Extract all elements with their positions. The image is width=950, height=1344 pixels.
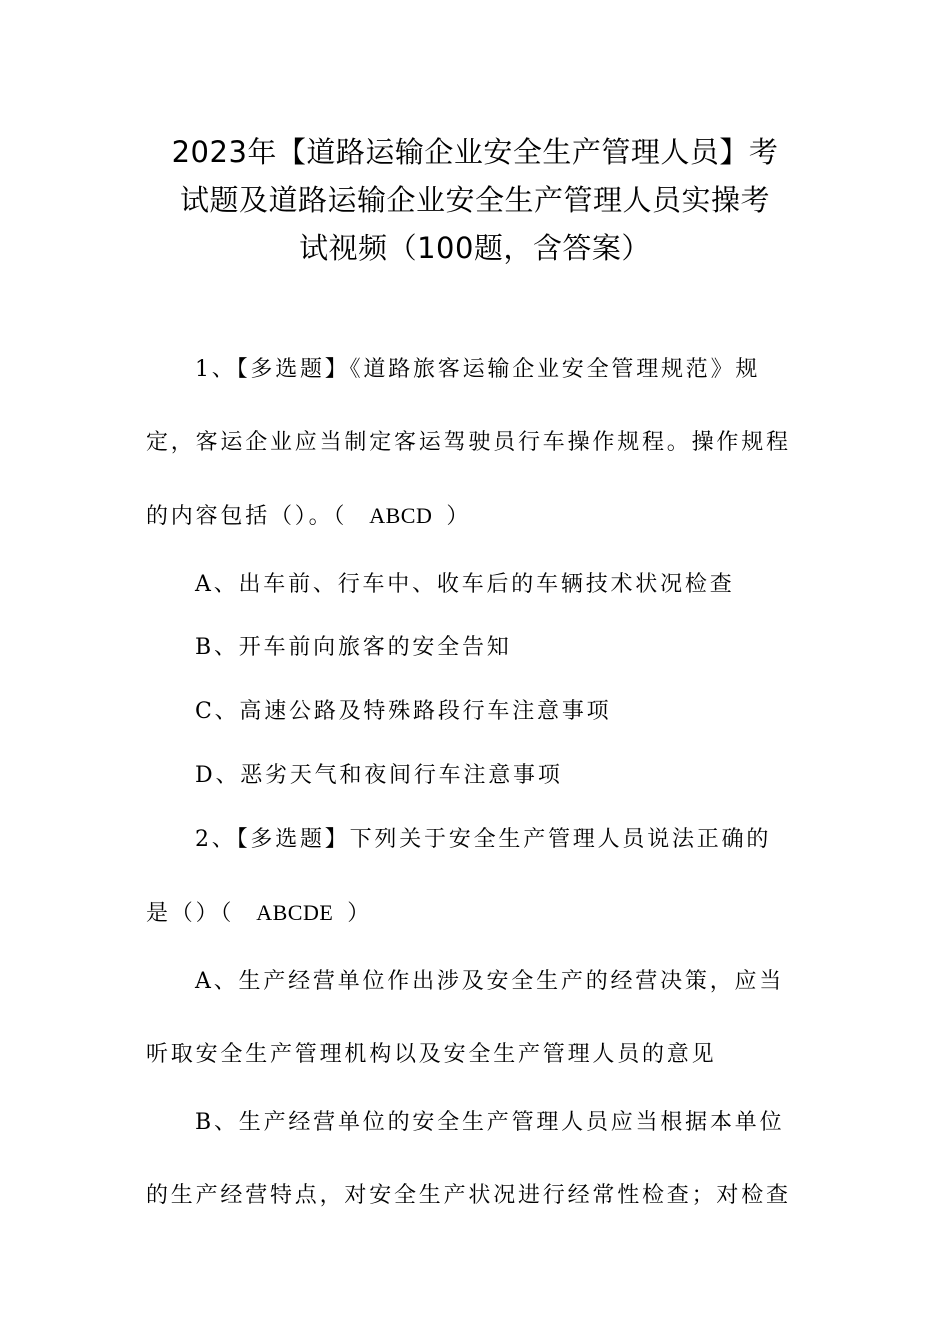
title-line-1: 2023年【道路运输企业安全生产管理人员】考 bbox=[171, 135, 779, 169]
q1-stem-suffix: ） bbox=[446, 504, 472, 529]
q2-option-a-line-1: A、生产经营单位作出涉及安全生产的经营决策，应当 bbox=[195, 969, 785, 994]
title-line-2: 试题及道路运输企业安全生产管理人员实操考 bbox=[179, 183, 770, 217]
q2-stem-suffix: ） bbox=[347, 901, 373, 926]
q1-option-b: B、开车前向旅客的安全告知 bbox=[195, 635, 512, 660]
q1-option-c: C、高速公路及特殊路段行车注意事项 bbox=[195, 699, 612, 724]
q1-stem-line-2: 定，客运企业应当制定客运驾驶员行车操作规程。操作规程 bbox=[146, 430, 791, 455]
q1-option-d: D、恶劣天气和夜间行车注意事项 bbox=[195, 763, 563, 788]
q2-option-a-line-2: 听取安全生产管理机构以及安全生产管理人员的意见 bbox=[146, 1042, 717, 1067]
q2-stem-line-2 bbox=[146, 898, 372, 929]
q2-stem-prefix: 是（）（ bbox=[146, 901, 235, 926]
q2-stem-line-1: 2、【多选题】下列关于安全生产管理人员说法正确的 bbox=[195, 827, 772, 852]
q2-option-b-line-1: B、生产经营单位的安全生产管理人员应当根据本单位 bbox=[195, 1110, 785, 1135]
q1-option-a: A、出车前、行车中、收车后的车辆技术状况检查 bbox=[195, 572, 735, 597]
q1-stem-line-3 bbox=[146, 501, 471, 532]
document-title bbox=[140, 128, 810, 272]
q2-answer: ABCDE bbox=[256, 900, 334, 925]
q1-answer: ABCD bbox=[369, 503, 433, 528]
q2-option-b-line-2: 的生产经营特点，对安全生产状况进行经常性检查；对检查 bbox=[146, 1183, 791, 1208]
q1-stem-line-1: 1、【多选题】《道路旅客运输企业安全管理规范》规 bbox=[195, 357, 761, 382]
q1-stem-prefix: 的内容包括（）。（ bbox=[146, 504, 348, 529]
title-line-3: 试视频（100题，含答案） bbox=[299, 231, 651, 265]
